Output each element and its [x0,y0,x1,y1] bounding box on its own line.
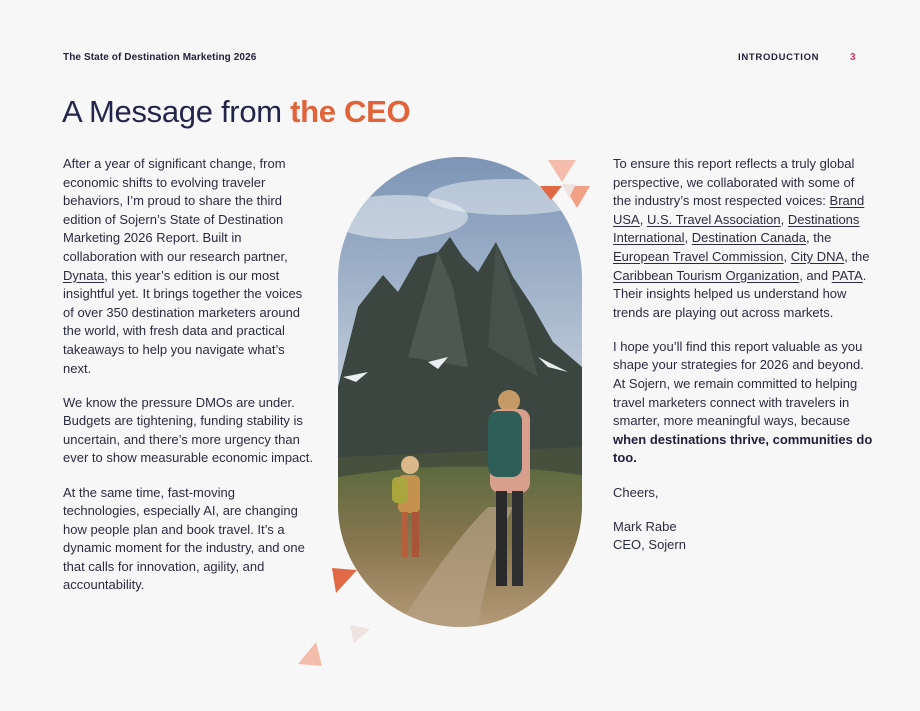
link-dynata[interactable]: Dynata [63,267,105,283]
intro-text-end: , this year’s edition is our most insightful yet. It brings together the voices of over 350 destination marketers around the world, with fresh data and practical takeaways to help you navigate what’s next. [63,267,303,376]
header-report-title: The State of Destination Marketing 2026 [63,52,257,63]
hope-text: I hope you’ll find this report valuable as you shape your strategies for 2026 and beyond. At Sojern, we remain committed to helping travel marketers connect with travelers in smarter, more meaningful ways, because [613,338,864,429]
separator: , the [806,230,832,246]
separator: , [780,211,788,227]
page-title [62,94,410,130]
signature-block [613,518,875,555]
technology-paragraph: At the same time, fast-moving technologies, especially AI, are changing how people plan and book travel. It’s a dynamic moment for the industry, and one that calls for innovation, agility, and accountability. [63,484,305,593]
link-brand-usa[interactable]: Brand USA [613,193,865,227]
mountain-hikers-illustration [338,157,582,627]
link-caribbean-tourism-organization[interactable]: Caribbean Tourism Organization [613,267,800,283]
title-prefix: A Message from [62,94,291,129]
page-number: 3 [850,52,856,63]
hero-photo [338,157,582,627]
separator: , [639,211,647,227]
pressure-paragraph: We know the pressure DMOs are under. Budgets are tightening, funding stability is uncertain, and there’s more urgency than ever to show measurable economic impact. [63,394,314,466]
hope-bold-text: when destinations thrive, communities do too. [613,431,873,466]
decorative-triangles-top [540,158,590,213]
header-section-label: INTRODUCTION [738,52,820,63]
cheers-text: Cheers, [613,484,659,500]
link-pata[interactable]: PATA [831,267,863,283]
collab-end: . Their insights helped us understand how trends are playing out across markets. [613,267,867,320]
right-column [613,155,875,570]
left-column [63,155,315,611]
decorative-triangle-mid [330,566,360,596]
signoff-name: Mark Rabe [613,518,677,534]
decorative-triangle-pale [348,623,372,645]
intro-paragraph [63,155,315,378]
collab-intro: To ensure this report reflects a truly global perspective, we collaborated with some of the industry’s most respected voices: [613,156,855,209]
separator: , [783,248,791,264]
separator: , [684,230,692,246]
separator: , and [799,267,832,283]
intro-text: After a year of significant change, from economic shifts to evolving traveler behaviors, I’m proud to share the third edition of Sojern’s State of Destination Marketing 2026 Report. Built in collaboration with our research partner, [63,156,288,264]
title-accent: the CEO [290,94,411,129]
decorative-triangle-bottom [296,640,326,668]
separator: , the [844,248,870,264]
link-city-dna[interactable]: City DNA [790,248,845,264]
collaboration-paragraph [613,155,875,322]
link-destination-canada[interactable]: Destination Canada [691,230,806,246]
link-destinations-international[interactable]: Destinations International [613,211,860,246]
link-european-travel-commission[interactable]: European Travel Commission [613,248,784,264]
signoff-title: CEO, Sojern [613,537,686,553]
link-us-travel-association[interactable]: U.S. Travel Association [646,211,781,227]
hope-paragraph [613,338,875,468]
